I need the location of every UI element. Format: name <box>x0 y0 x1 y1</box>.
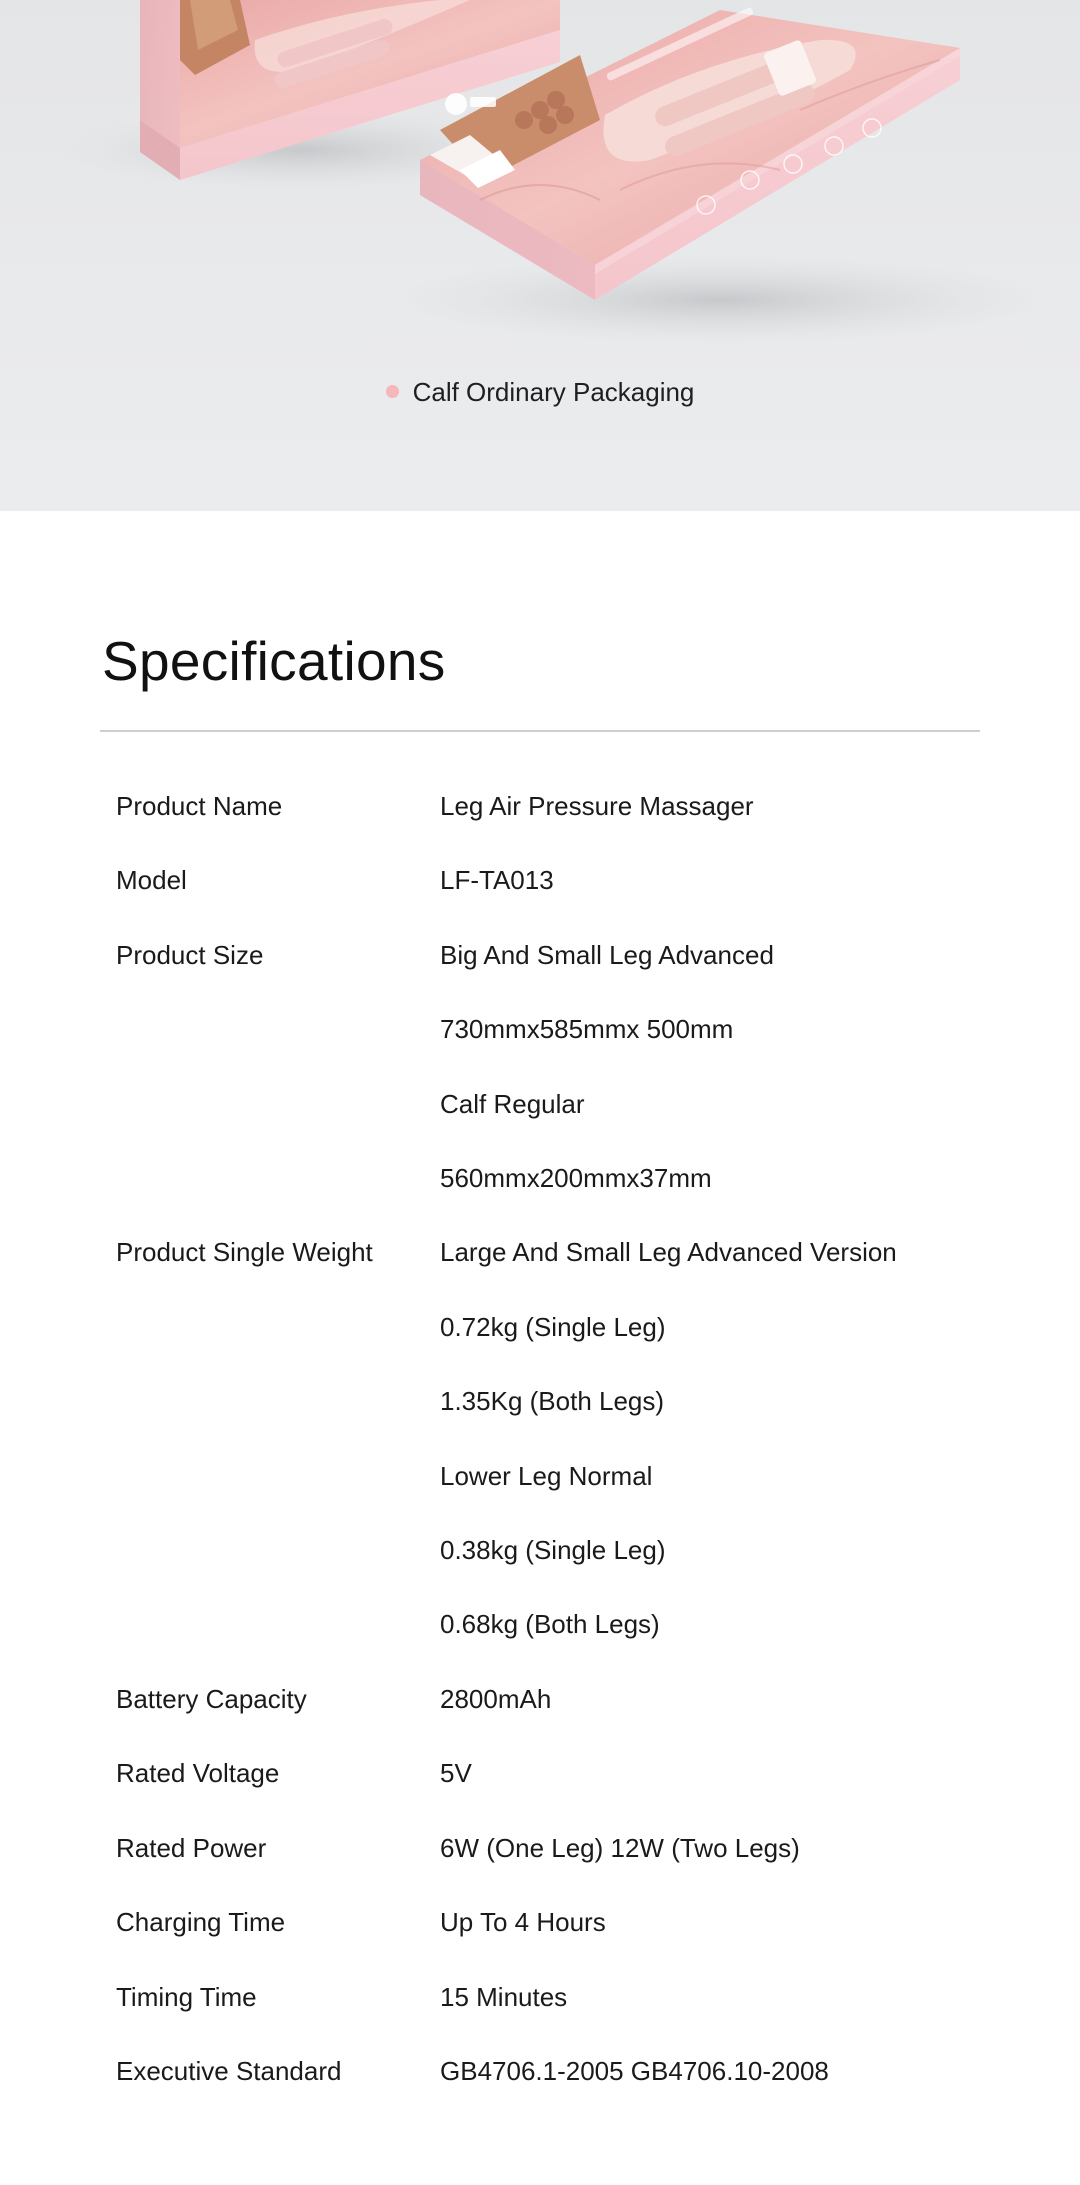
spec-label: Rated Voltage <box>116 1758 280 1789</box>
spec-row <box>116 1662 976 1736</box>
spec-value: 6W (One Leg) 12W (Two Legs) <box>440 1832 800 1863</box>
spec-value: 15 Minutes <box>440 1981 568 2012</box>
packaging-caption-text: Calf Ordinary Packaging <box>412 377 695 407</box>
specifications-title: Specifications <box>102 630 446 692</box>
spec-label: Rated Power <box>116 1832 267 1863</box>
spec-value: 730mmx585mmx 500mm <box>440 1014 734 1045</box>
spec-value: 1.35Kg (Both Legs) <box>440 1386 665 1417</box>
spec-label: Product Size <box>116 939 264 970</box>
spec-values <box>440 918 976 1216</box>
spec-value: GB4706.1-2005 GB4706.10-2008 <box>440 2055 829 2086</box>
spec-row <box>116 2034 976 2108</box>
spec-value: 0.38kg (Single Leg) <box>440 1535 666 1566</box>
spec-value: Leg Air Pressure Massager <box>440 791 754 821</box>
spec-value: 5V <box>440 1758 472 1789</box>
spec-label: Product Single Weight <box>116 1237 373 1268</box>
spec-row <box>116 1215 976 1661</box>
specifications-table <box>116 769 976 2108</box>
packaging-boxes-image <box>0 0 1080 511</box>
spec-values <box>440 769 976 843</box>
spec-row <box>116 1811 976 1885</box>
spec-value: LF-TA013 <box>440 865 554 896</box>
spec-values <box>440 1215 976 1661</box>
spec-values <box>440 1811 976 1885</box>
spec-row <box>116 769 976 843</box>
spec-label: Charging Time <box>116 1907 286 1938</box>
bullet-dot-icon <box>386 385 399 398</box>
spec-row <box>116 918 976 1216</box>
spec-values <box>440 1736 976 1810</box>
spec-row <box>116 1885 976 1959</box>
packaging-caption <box>0 377 1080 408</box>
spec-label: Timing Time <box>116 1981 257 2012</box>
spec-value: Large And Small Leg Advanced Version <box>440 1237 897 1268</box>
spec-label: Battery Capacity <box>116 1683 307 1714</box>
spec-value: Up To 4 Hours <box>440 1907 606 1938</box>
spec-value: 0.68kg (Both Legs) <box>440 1609 660 1640</box>
spec-values <box>440 1885 976 1959</box>
spec-values <box>440 843 976 917</box>
spec-value: Calf Regular <box>440 1088 585 1119</box>
packaging-showcase <box>0 0 1080 511</box>
spec-values <box>440 1960 976 2034</box>
spec-label: Product Name <box>116 791 283 821</box>
spec-values <box>440 1662 976 1736</box>
spec-values <box>440 2034 976 2108</box>
specifications-divider <box>100 730 980 732</box>
spec-label: Model <box>116 865 187 896</box>
spec-value: 0.72kg (Single Leg) <box>440 1311 666 1342</box>
spec-row <box>116 1960 976 2034</box>
spec-row <box>116 1736 976 1810</box>
spec-value: 2800mAh <box>440 1683 552 1714</box>
spec-value: Lower Leg Normal <box>440 1460 653 1491</box>
spec-label: Executive Standard <box>116 2055 342 2086</box>
spec-value: Big And Small Leg Advanced <box>440 939 774 970</box>
spec-row <box>116 843 976 917</box>
spec-value: 560mmx200mmx37mm <box>440 1163 712 1194</box>
